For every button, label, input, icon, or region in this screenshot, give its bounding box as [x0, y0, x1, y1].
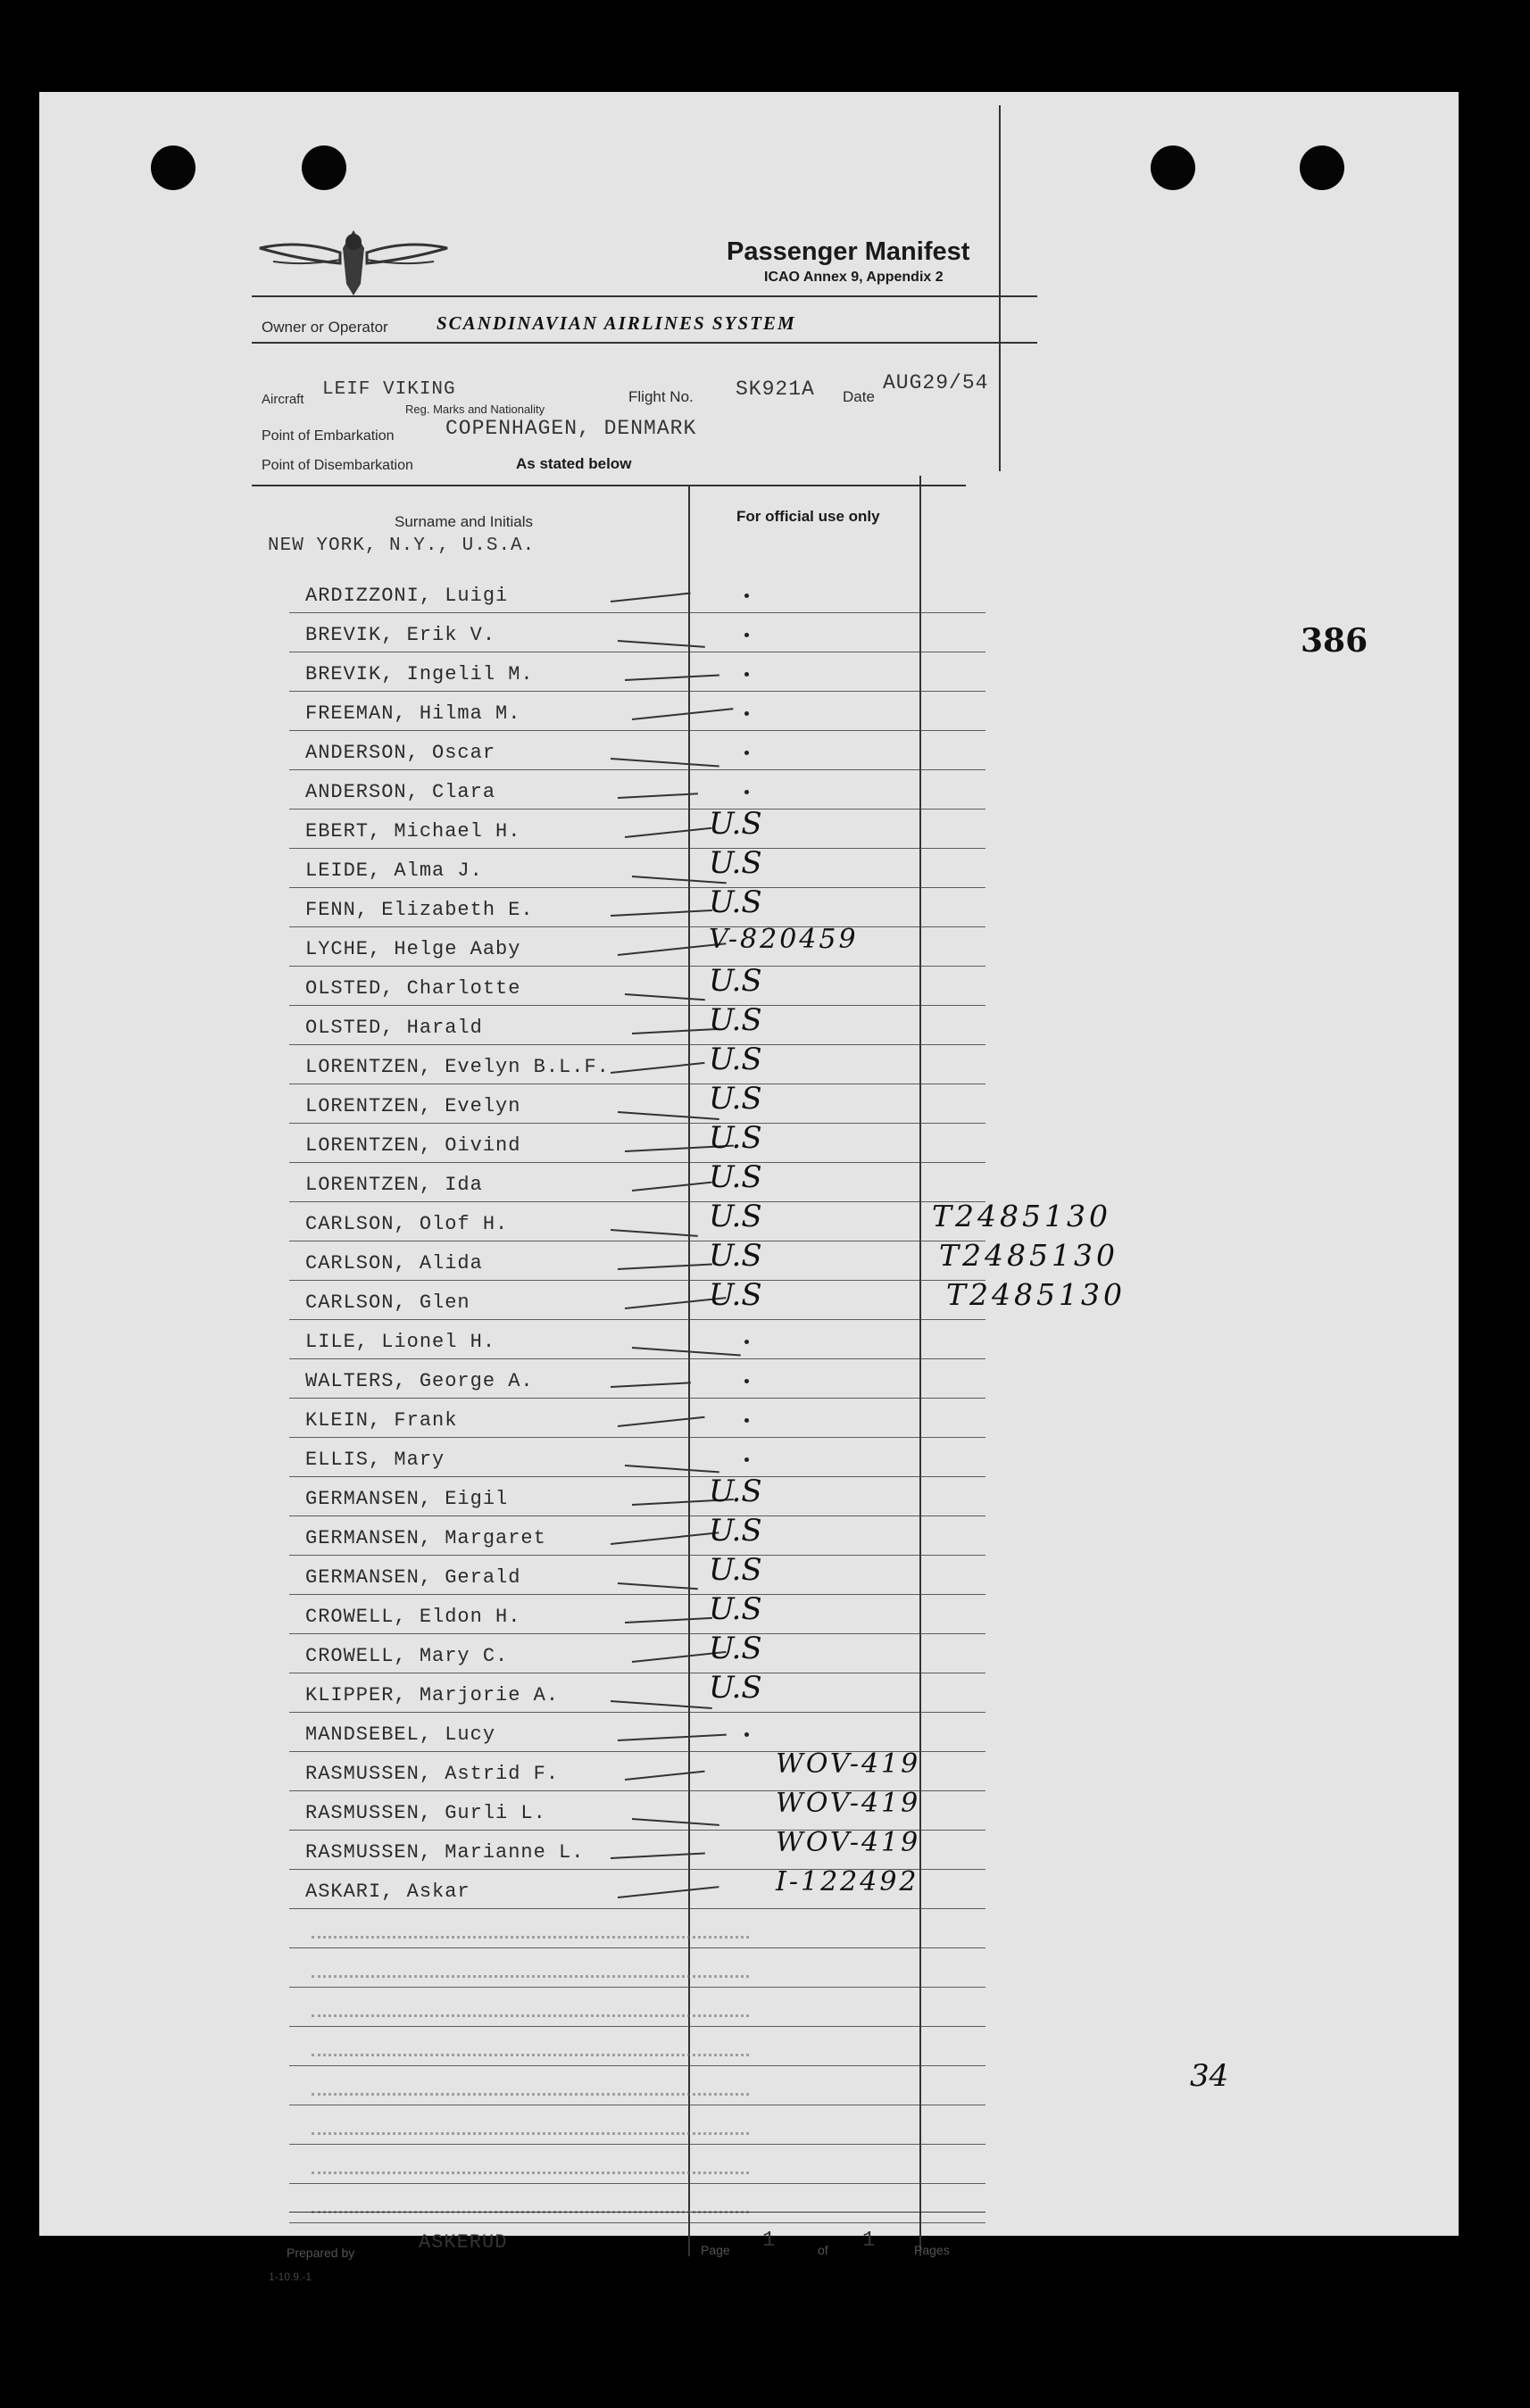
passenger-name: BREVIK, Erik V.	[305, 624, 496, 646]
passenger-name: MANDSEBEL, Lucy	[305, 1723, 496, 1746]
official-mark: U.S	[709, 1002, 762, 1038]
passenger-name: LEIDE, Alma J.	[305, 859, 483, 882]
check-mark	[618, 1582, 698, 1590]
passenger-name: KLEIN, Frank	[305, 1409, 458, 1432]
official-mark: U.S	[709, 1513, 762, 1549]
column-header-official: For official use only	[736, 508, 880, 525]
passenger-name: ANDERSON, Clara	[305, 781, 496, 803]
blank-entry-line	[312, 1936, 749, 1939]
official-dot	[744, 751, 749, 755]
row-rule	[289, 1123, 985, 1124]
official-dot	[744, 633, 749, 637]
embarkation-label: Point of Embarkation	[262, 428, 395, 444]
of-label: of	[818, 2243, 828, 2257]
passenger-name: CROWELL, Mary C.	[305, 1645, 509, 1667]
passenger-name: LORENTZEN, Evelyn B.L.F.	[305, 1056, 610, 1078]
row-rule	[289, 1044, 985, 1045]
official-mark: I-122492	[776, 1866, 919, 1897]
row-rule	[289, 769, 985, 770]
prepared-label: Prepared by	[287, 2246, 355, 2260]
check-mark	[625, 1617, 712, 1623]
official-dot	[744, 790, 749, 794]
passenger-name: ELLIS, Mary	[305, 1449, 445, 1471]
punch-hole	[1300, 145, 1344, 190]
row-rule	[289, 1594, 985, 1595]
embarkation-value: COPENHAGEN, DENMARK	[445, 417, 697, 440]
blank-entry-line	[312, 2171, 749, 2174]
corner-note: 34	[1190, 2058, 1229, 2094]
row-rule	[289, 926, 985, 927]
official-mark: U.S	[709, 1552, 762, 1588]
official-mark: U.S	[709, 1277, 762, 1313]
passenger-name: GERMANSEN, Eigil	[305, 1488, 509, 1510]
passenger-name: RASMUSSEN, Gurli L.	[305, 1802, 546, 1824]
passenger-name: EBERT, Michael H.	[305, 820, 521, 843]
row-rule	[289, 730, 985, 731]
row-rule	[289, 2026, 985, 2027]
flight-value: SK921A	[736, 378, 815, 401]
check-mark	[611, 758, 719, 768]
passenger-name: KLIPPER, Marjorie A.	[305, 1684, 560, 1706]
row-rule	[289, 1515, 985, 1516]
official-mark: U.S	[709, 884, 762, 920]
row-rule	[289, 691, 985, 692]
check-mark	[625, 993, 705, 1001]
row-rule	[289, 2065, 985, 2066]
blank-entry-line	[312, 2054, 749, 2056]
check-mark	[611, 1062, 705, 1074]
row-rule	[289, 1319, 985, 1320]
passenger-name: OLSTED, Charlotte	[305, 977, 521, 1000]
check-mark	[611, 909, 712, 917]
passenger-name: GERMANSEN, Margaret	[305, 1527, 546, 1549]
passenger-name: CARLSON, Alida	[305, 1252, 483, 1275]
passenger-name: LORENTZEN, Evelyn	[305, 1095, 521, 1117]
official-mark: V-820459	[709, 924, 859, 955]
airline-logo-icon	[255, 217, 452, 297]
manifest-title: Passenger Manifest	[727, 237, 970, 266]
ticket-note: T2485130	[932, 1199, 1111, 1233]
passenger-name: BREVIK, Ingelil M.	[305, 663, 534, 685]
official-dot	[744, 1457, 749, 1462]
passenger-name: GERMANSEN, Gerald	[305, 1566, 521, 1589]
page-number: 386	[1301, 622, 1368, 660]
passenger-name: FENN, Elizabeth E.	[305, 899, 534, 921]
official-dot	[744, 594, 749, 598]
passenger-name: RASMUSSEN, Marianne L.	[305, 1841, 585, 1864]
check-mark	[618, 1886, 719, 1898]
blank-entry-line	[312, 2093, 749, 2096]
official-mark: U.S	[709, 1631, 762, 1666]
column-header-surname: Surname and Initials	[395, 513, 533, 530]
official-mark: U.S	[709, 1591, 762, 1627]
punch-hole	[151, 145, 195, 190]
blank-entry-line	[312, 2132, 749, 2135]
owner-value: SCANDINAVIAN AIRLINES SYSTEM	[437, 312, 796, 334]
check-mark	[618, 1263, 712, 1270]
row-rule	[289, 1987, 985, 1988]
date-value: AUG29/54	[883, 371, 989, 394]
manifest-subtitle: ICAO Annex 9, Appendix 2	[764, 270, 944, 285]
ticket-note: T2485130	[946, 1277, 1126, 1312]
check-mark	[611, 1229, 698, 1237]
owner-label: Owner or Operator	[262, 319, 388, 336]
passenger-name: LYCHE, Helge Aaby	[305, 938, 521, 960]
check-mark	[618, 640, 705, 648]
passenger-name: LILE, Lionel H.	[305, 1331, 496, 1353]
passenger-name: OLSTED, Harald	[305, 1017, 483, 1039]
official-mark: U.S	[709, 1159, 762, 1195]
row-rule	[289, 887, 985, 888]
check-mark	[611, 1532, 719, 1545]
check-mark	[632, 1818, 719, 1826]
official-mark: WOV-419	[776, 1788, 921, 1819]
check-mark	[611, 1382, 691, 1388]
check-mark	[625, 827, 712, 838]
official-dot	[744, 711, 749, 716]
passenger-name: CARLSON, Olof H.	[305, 1213, 509, 1235]
official-mark: U.S	[709, 1199, 762, 1234]
row-rule	[289, 1358, 985, 1359]
passenger-name: ARDIZZONI, Luigi	[305, 585, 509, 607]
row-rule	[289, 1476, 985, 1477]
check-mark	[618, 793, 698, 799]
destination: NEW YORK, N.Y., U.S.A.	[268, 536, 536, 556]
passenger-name: LORENTZEN, Oivind	[305, 1134, 521, 1157]
punch-hole	[302, 145, 346, 190]
check-mark	[632, 1182, 712, 1192]
blank-entry-line	[312, 2014, 749, 2017]
official-mark: U.S	[709, 1238, 762, 1274]
row-rule	[289, 612, 985, 613]
pages-label: Pages	[914, 2243, 950, 2257]
check-mark	[625, 1771, 705, 1781]
official-mark: U.S	[709, 1120, 762, 1156]
disembarkation-value: As stated below	[516, 455, 632, 472]
official-mark: U.S	[709, 1081, 762, 1117]
official-dot	[744, 1340, 749, 1344]
row-rule	[289, 1162, 985, 1163]
row-rule	[289, 1947, 985, 1948]
aircraft-value: LEIF VIKING	[322, 379, 456, 400]
official-dot	[744, 1732, 749, 1737]
page-label: Page	[701, 2243, 730, 2257]
passenger-name: FREEMAN, Hilma M.	[305, 702, 521, 725]
check-mark	[618, 1416, 705, 1427]
page-value: 1	[762, 2229, 777, 2253]
official-mark: U.S	[709, 1474, 762, 1509]
passenger-name: CARLSON, Glen	[305, 1291, 470, 1314]
check-mark	[611, 1700, 712, 1709]
row-rule	[289, 1633, 985, 1634]
date-label: Date	[843, 388, 875, 405]
check-mark	[611, 1852, 705, 1859]
check-mark	[625, 1465, 719, 1473]
passenger-name: CROWELL, Eldon H.	[305, 1606, 521, 1628]
official-mark: U.S	[709, 845, 762, 881]
official-mark: U.S	[709, 806, 762, 842]
row-rule	[289, 1712, 985, 1713]
passenger-name: RASMUSSEN, Astrid F.	[305, 1763, 560, 1785]
row-rule	[289, 1005, 985, 1006]
official-mark: U.S	[709, 963, 762, 999]
blank-entry-line	[312, 1975, 749, 1978]
disembarkation-label: Point of Disembarkation	[262, 458, 413, 473]
official-dot	[744, 1379, 749, 1383]
row-rule	[289, 1555, 985, 1556]
passenger-name: LORENTZEN, Ida	[305, 1174, 483, 1196]
check-mark	[625, 674, 719, 681]
of-value: 1	[862, 2229, 877, 2253]
row-rule	[289, 2144, 985, 2145]
official-mark: WOV-419	[776, 1827, 921, 1858]
check-mark	[632, 1028, 719, 1034]
form-code: 1-10.9.-1	[269, 2271, 312, 2283]
check-mark	[632, 708, 734, 720]
check-mark	[618, 1111, 719, 1120]
official-mark: U.S	[709, 1670, 762, 1706]
prepared-value: ASKERUD	[419, 2231, 508, 2254]
row-rule	[289, 2183, 985, 2184]
check-mark	[618, 1734, 727, 1741]
row-rule	[289, 848, 985, 849]
row-rule	[289, 1201, 985, 1202]
check-mark	[632, 1347, 741, 1357]
manifest-sheet	[39, 92, 1459, 2283]
row-rule	[289, 1437, 985, 1438]
row-rule	[289, 1280, 985, 1281]
row-rule	[289, 966, 985, 967]
official-dot	[744, 1418, 749, 1423]
passenger-name: ANDERSON, Oscar	[305, 742, 496, 764]
row-rule	[289, 1398, 985, 1399]
aircraft-label: Aircraft	[262, 392, 304, 407]
check-mark	[611, 593, 691, 602]
official-mark: WOV-419	[776, 1748, 921, 1780]
row-rule	[289, 1908, 985, 1909]
official-dot	[744, 672, 749, 677]
ticket-note: T2485130	[939, 1238, 1118, 1273]
flight-label: Flight No.	[628, 388, 694, 405]
row-rule	[289, 809, 985, 810]
reg-label: Reg. Marks and Nationality	[405, 403, 545, 416]
row-rule	[289, 2222, 985, 2223]
passenger-name: ASKARI, Askar	[305, 1881, 470, 1903]
passenger-name: WALTERS, George A.	[305, 1370, 534, 1392]
official-mark: U.S	[709, 1042, 762, 1077]
punch-hole	[1151, 145, 1195, 190]
